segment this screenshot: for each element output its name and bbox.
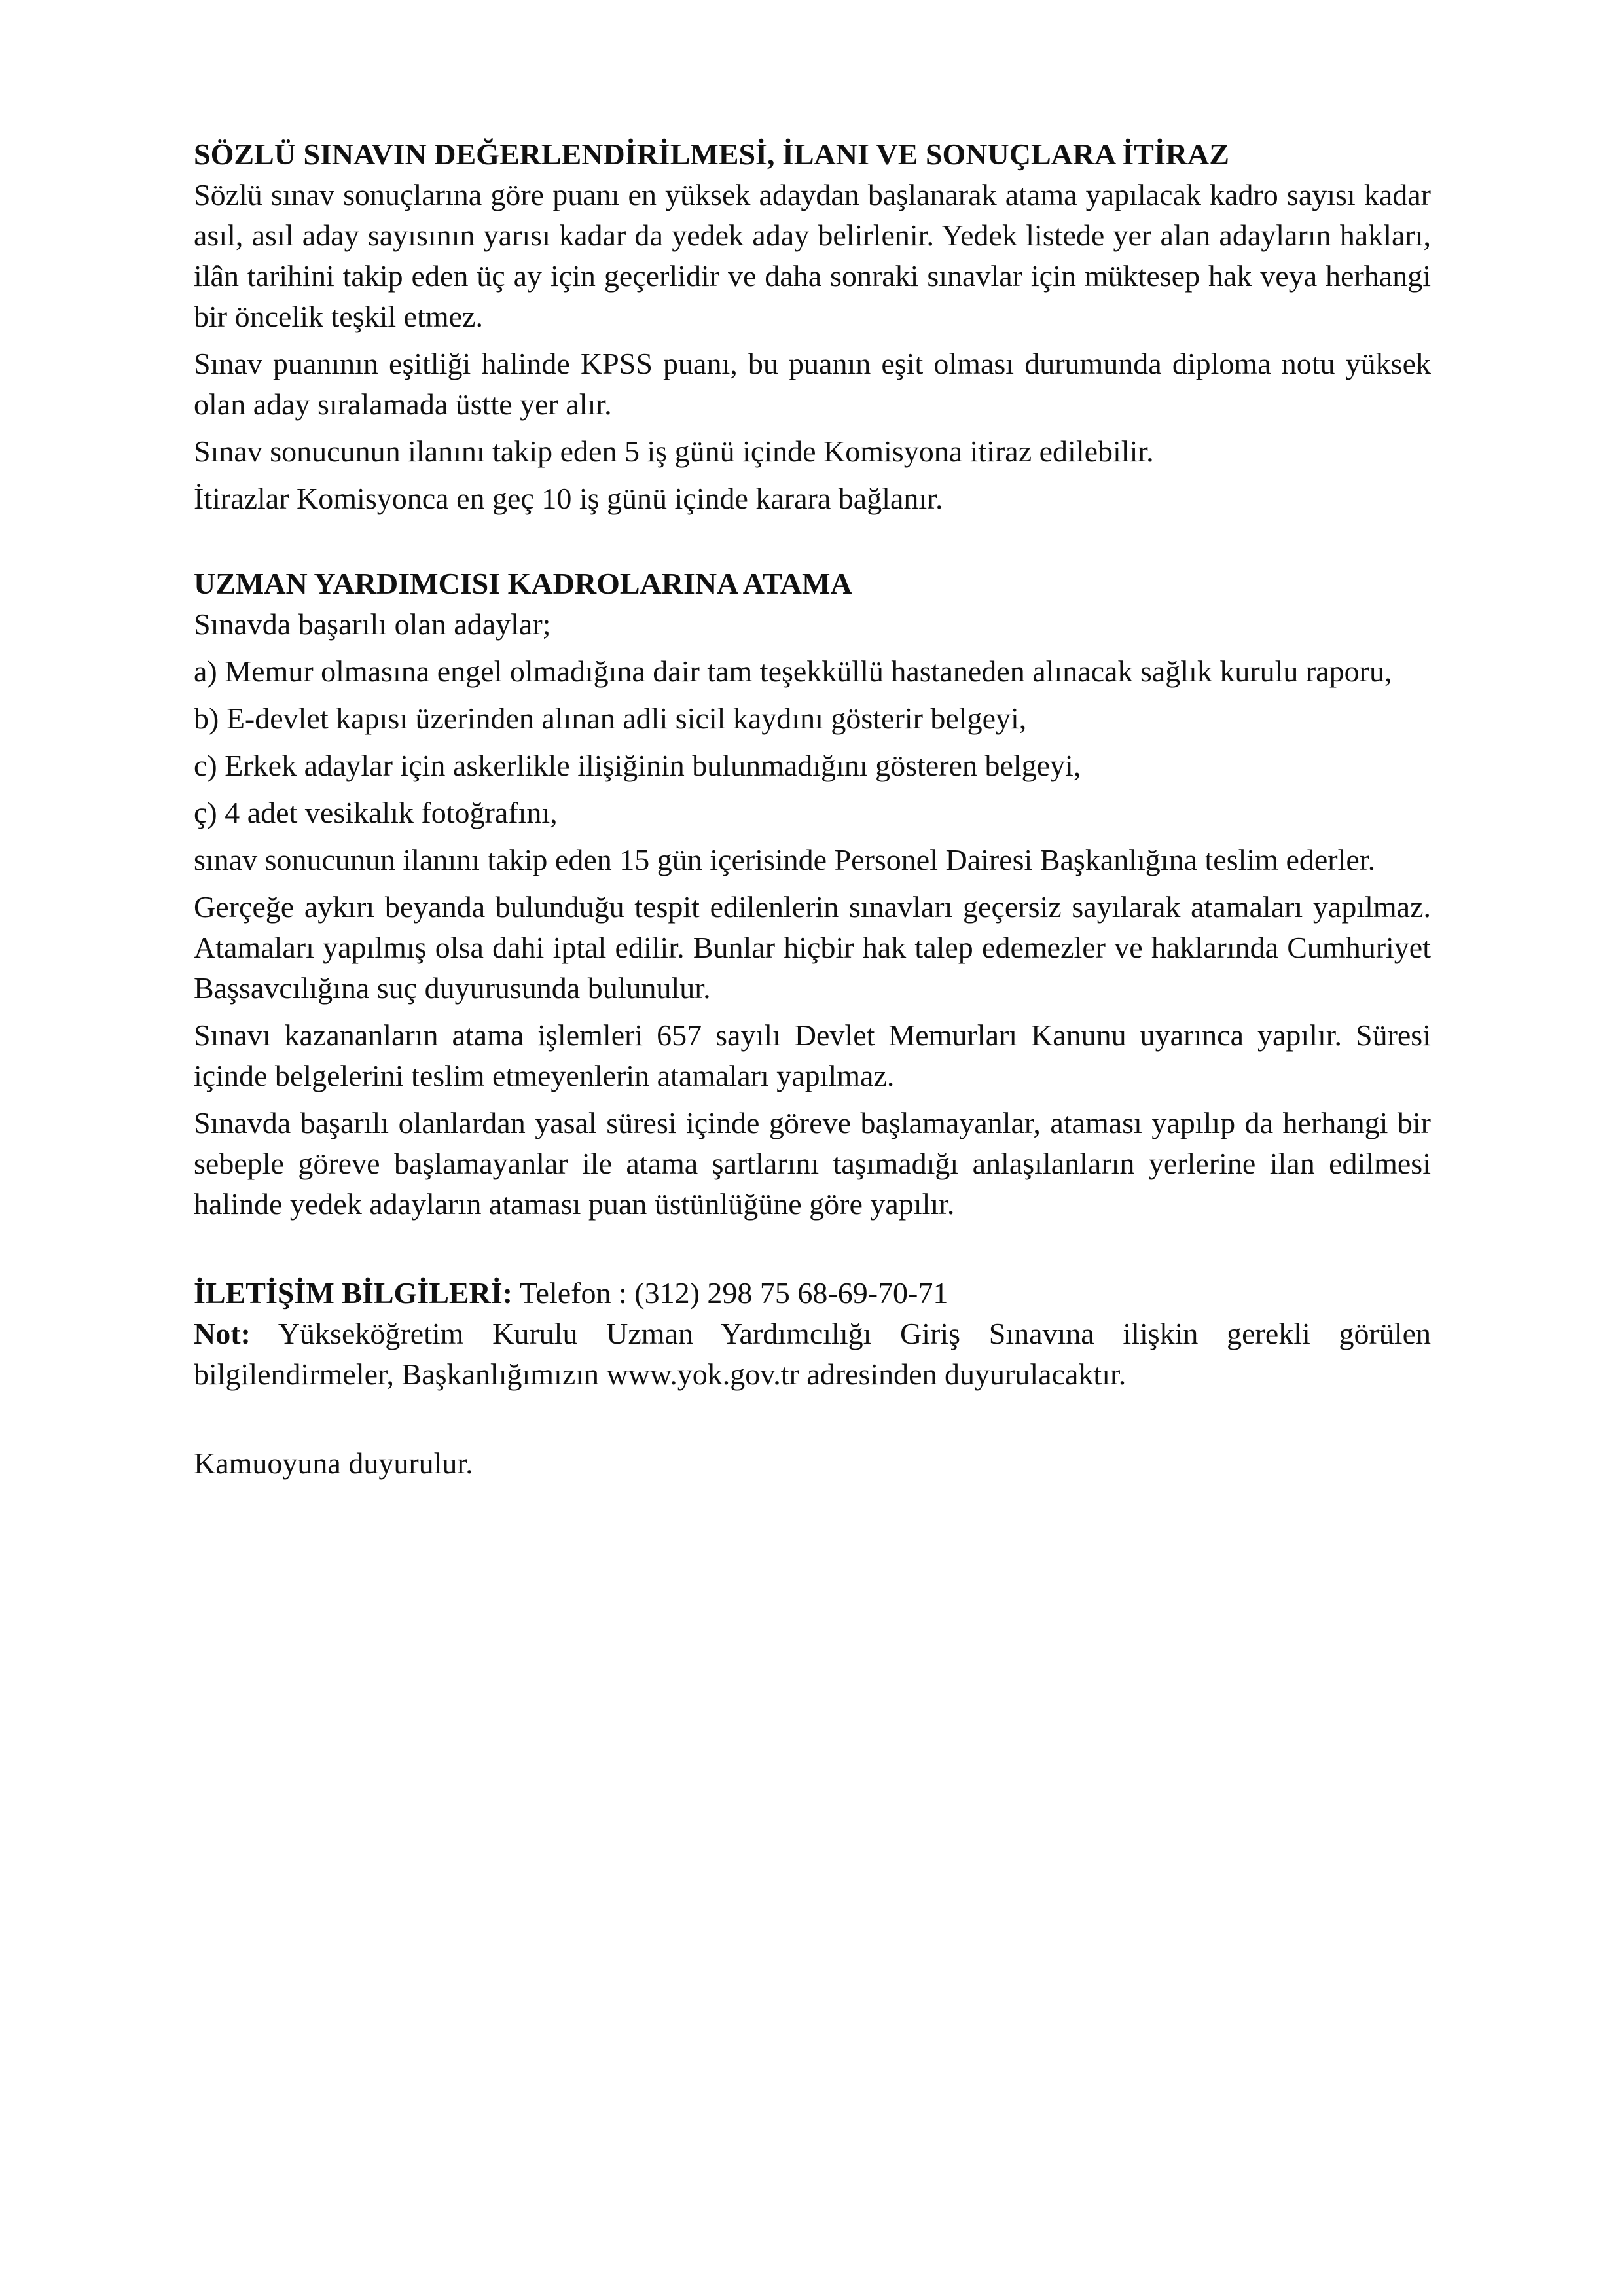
list-item: a) Memur olmasına engel olmadığına dair tam teşekküllü hastaneden alınacak sağlık kurulu raporu, (194, 655, 1392, 688)
paragraph: Sınav puanının eşitliği halinde KPSS puanı, bu puanın eşit olması durumunda diploma notu yüksek olan aday sıralamada üstte yer alır. (194, 347, 1431, 421)
note-paragraph (194, 1314, 1431, 1395)
spacer (194, 1225, 1431, 1265)
contact-line (194, 1273, 1431, 1314)
spacer (194, 1395, 1431, 1435)
closing-text: Kamuoyuna duyurulur. (194, 1446, 473, 1480)
section-oral-exam (194, 134, 1431, 519)
list-item: b) E-devlet kapısı üzerinden alınan adli sicil kaydını gösterir belgeyi, (194, 702, 1027, 735)
section-appointment (194, 564, 1431, 1225)
paragraph: Gerçeğe aykırı beyanda bulunduğu tespit edilenlerin sınavları geçersiz sayılarak atamaları yapılmaz. Atamaları yapılmış olsa dahi iptal edilir. Bunlar hiçbir hak talep edemezler ve haklarında Cumhuriyet Başsavcılığına suç duyurusunda bulunulur. (194, 890, 1431, 1005)
contact-label: İLETİŞİM BİLGİLERİ: (194, 1276, 513, 1310)
spacer (194, 519, 1431, 560)
paragraph: sınav sonucunun ilanını takip eden 15 gün içerisinde Personel Dairesi Başkanlığına teslim ederler. (194, 843, 1376, 876)
paragraph: Sınavda başarılı olanlardan yasal süresi içinde göreve başlamayanlar, ataması yapılıp da herhangi bir sebeple göreve başlamayanlar ile atama şartlarını taşımadığı anlaşılanların yerlerine ilan edilmesi halinde yedek adayların ataması puan üstünlüğüne göre yapılır. (194, 1106, 1431, 1221)
note-label: Not: (194, 1317, 251, 1350)
paragraph: Sınavı kazananların atama işlemleri 657 sayılı Devlet Memurları Kanunu uyarınca yapılır. Süresi içinde belgelerini teslim etmeyenlerin atamaları yapılmaz. (194, 1018, 1431, 1092)
contact-phone: Telefon : (312) 298 75 68-69-70-71 (513, 1276, 948, 1310)
paragraph: Sınav sonucunun ilanını takip eden 5 iş günü içinde Komisyona itiraz edilebilir. (194, 435, 1154, 468)
section-heading: UZMAN YARDIMCISI KADROLARINA ATAMA (194, 567, 852, 600)
paragraph: İtirazlar Komisyonca en geç 10 iş günü içinde karara bağlanır. (194, 482, 943, 515)
section-contact (194, 1273, 1431, 1395)
list-item: ç) 4 adet vesikalık fotoğrafını, (194, 796, 558, 829)
note-text: Yükseköğretim Kurulu Uzman Yardımcılığı Giriş Sınavına ilişkin gerekli görülen bilgilendirmeler, Başkanlığımızın www.yok.gov.tr adresinden duyurulacaktır. (194, 1317, 1431, 1391)
section-heading: SÖZLÜ SINAVIN DEĞERLENDİRİLMESİ, İLANI VE SONUÇLARA İTİRAZ (194, 137, 1229, 171)
document-page (194, 134, 1431, 1490)
paragraph: Sözlü sınav sonuçlarına göre puanı en yüksek adaydan başlanarak atama yapılacak kadro sayısı kadar asıl, asıl aday sayısının yarısı kadar da yedek aday belirlenir. Yedek listede yer alan adayların hakları, ilân tarihini takip eden üç ay için geçerlidir ve daha sonraki sınavlar için müktesep hak veya herhangi bir öncelik teşkil etmez. (194, 178, 1431, 333)
paragraph: Sınavda başarılı olan adaylar; (194, 607, 551, 641)
list-item: c) Erkek adaylar için askerlikle ilişiğinin bulunmadığını gösteren belgeyi, (194, 749, 1081, 782)
